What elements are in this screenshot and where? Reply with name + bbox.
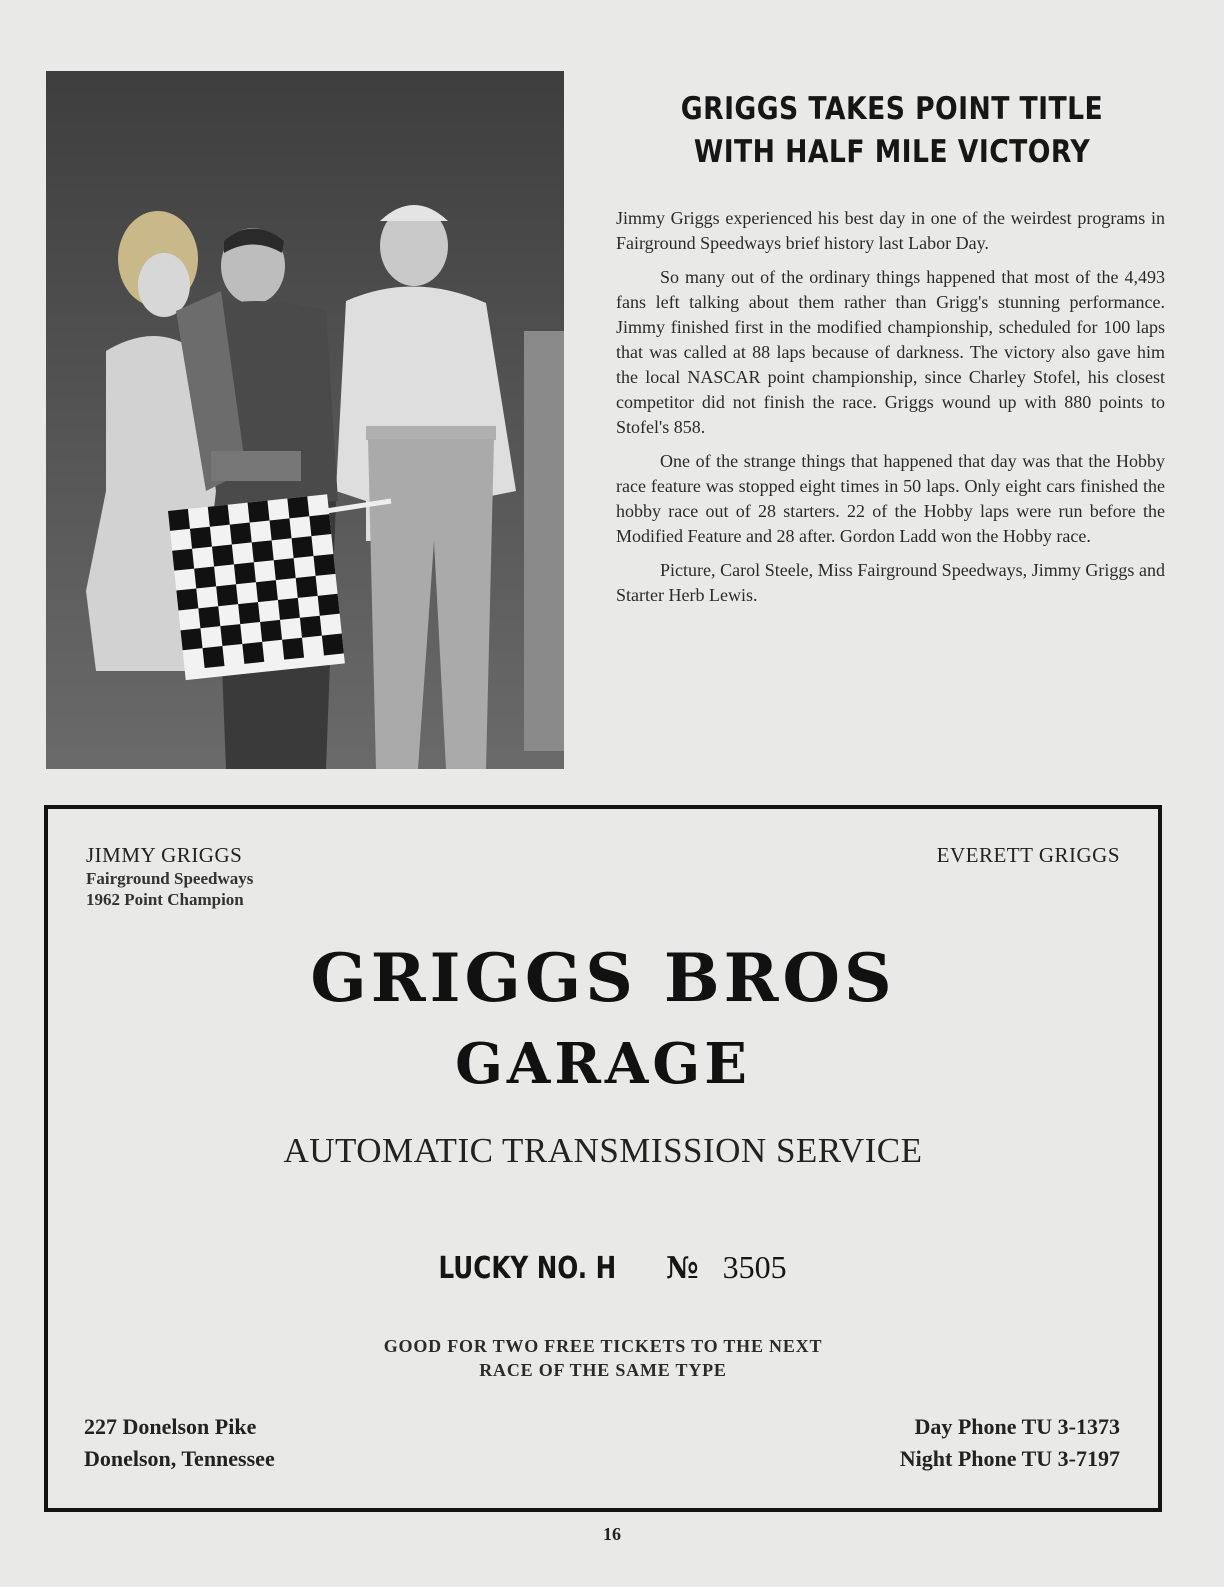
ad-night-phone: Night Phone TU 3-7197: [899, 1446, 1120, 1471]
headline-line-1: GRIGGS TAKES POINT TITLE: [680, 91, 1104, 127]
article-headline: [651, 88, 1133, 174]
page-number: 16: [603, 1524, 621, 1544]
ad-phones: [900, 1411, 1120, 1475]
ad-offer-line-1: GOOD FOR TWO FREE TICKETS TO THE NEXT: [383, 1336, 823, 1356]
article-paragraph-1: Jimmy Griggs experienced his best day in one of the weirdest programs in Fairground Speedways brief history last Labor Day.: [616, 208, 1165, 253]
victory-photo-illustration: [46, 71, 564, 769]
ad-day-phone: Day Phone TU 3-1373: [914, 1414, 1120, 1439]
ad-left-name: JIMMY GRIGGS: [86, 843, 243, 867]
ad-address: [84, 1411, 275, 1475]
lucky-label: LUCKY NO. H: [438, 1251, 617, 1286]
lucky-number-line: [48, 1249, 1158, 1286]
ad-offer: [48, 1334, 1158, 1382]
photo-caption: Picture, Carol Steele, Miss Fairground Speedways, Jimmy Griggs and Starter Herb Lewis.: [616, 560, 1165, 605]
garage-advertisement: [44, 805, 1162, 1512]
ad-right-name: EVERETT GRIGGS: [936, 843, 1120, 867]
victory-photo: [46, 71, 564, 769]
number-sign: №: [666, 1251, 699, 1286]
ad-brand-line-1: GRIGGS BROS: [310, 939, 896, 1017]
article-paragraph-3: One of the strange things that happened that day was that the Hobby race feature was stopped eight times in 50 laps. Only eight cars finished the hobby race out of 28 starters. 22 of the Hobby laps were run before the Modified Feature and 28 after. Gordon Ladd won the Hobby race.: [616, 451, 1165, 546]
ad-address-line-1: 227 Donelson Pike: [84, 1414, 257, 1439]
article-body: [616, 206, 1165, 617]
headline-line-2: WITH HALF MILE VICTORY: [693, 134, 1091, 170]
ad-brand-line-2: GARAGE: [455, 1031, 751, 1097]
ad-left-sub-1: Fairground Speedways: [86, 869, 254, 888]
ad-service: AUTOMATIC TRANSMISSION SERVICE: [283, 1131, 923, 1170]
ad-address-line-2: Donelson, Tennessee: [84, 1446, 275, 1471]
article-paragraph-2: So many out of the ordinary things happened that most of the 4,493 fans left talking about them rather than Grigg's stunning performance. Jimmy finished first in the modified championship, scheduled for 100 laps that was called at 88 laps because of darkness. The victory also gave him the local NASCAR point championship, since Charley Stofel, his closest competitor did not finish the race. Griggs wound up with 880 points to Stofel's 858.: [616, 267, 1165, 437]
ad-left-sub-2: 1962 Point Champion: [86, 890, 244, 909]
ticket-number: 3505: [722, 1249, 787, 1285]
ad-offer-line-2: RACE OF THE SAME TYPE: [479, 1360, 727, 1380]
ad-left-header: [86, 843, 253, 910]
